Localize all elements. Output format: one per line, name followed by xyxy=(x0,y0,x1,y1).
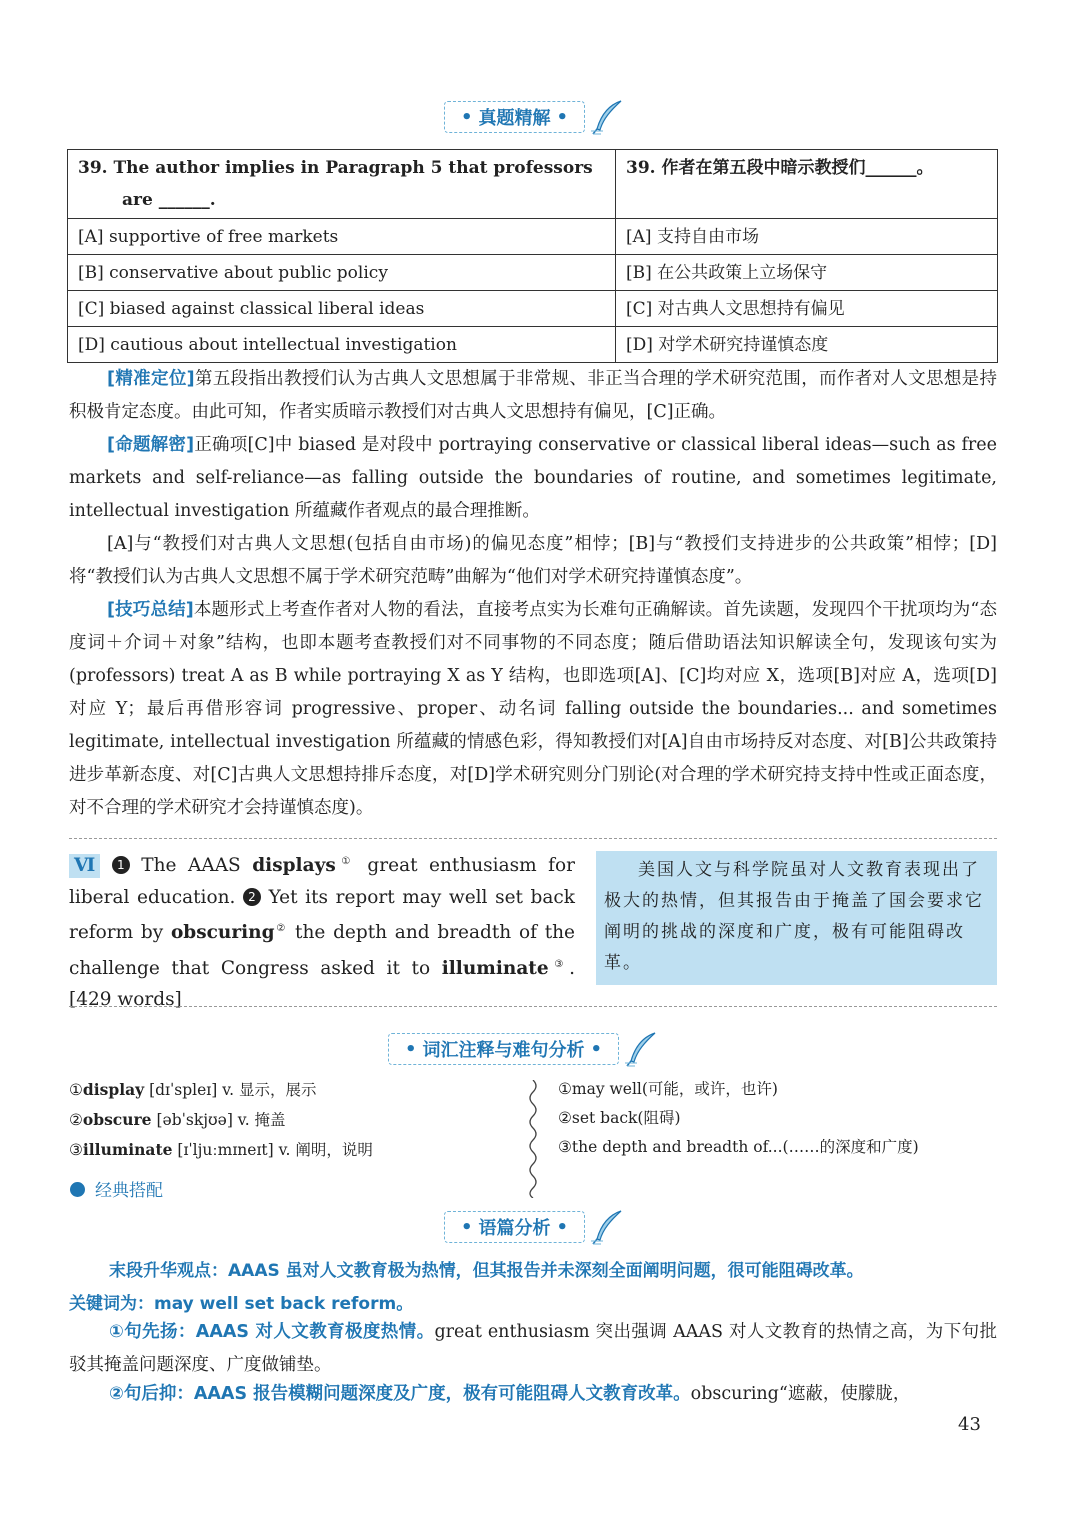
analysis-locate: [精准定位]第五段指出教授们认为古典人文思想属于非常规、非正当合理的学术研究范围，而作者对人文思想是持积极肯定态度。由此可知，作者实质暗示教授们对古典人文思想持有偏见，[C]正确。 xyxy=(69,369,998,422)
page-number: 43 xyxy=(958,1414,981,1435)
feather-pen-icon xyxy=(623,1031,659,1067)
option-a-en: [A] supportive of free markets xyxy=(68,219,616,255)
question-stem-en: 39. The author implies in Paragraph 5 that professors are ______. xyxy=(68,150,616,219)
discourse-sentence-2: ②句后抑：AAAS 报告模糊问题深度及广度，极有可能阻碍人文教育改革。obscuring“遮蔽，使朦胧， xyxy=(109,1384,911,1404)
section-header-cihui: • 词汇注释与难句分析 • xyxy=(388,1033,659,1065)
vocab-item: ②obscure [əbˈskjʊə] v. 掩盖 xyxy=(69,1110,286,1129)
analysis-skills: [技巧总结]本题形式上考查作者对人物的看法，直接考点实为长难句正确解读。首先读题，发现四个干扰项均为“态度词＋介词＋对象”结构，也即本题考查教授们对不同事物的不同态度；随后借助语法知识解读全句，发现该句实为(professors) treat A as B while portraying X as Y 结构，也即选项[A]、[C]均对应 X，选项[B]对应 A，选项[D]对应 Y；最后再借形容词 progressive、proper、动名词 falling outside the boundaries... and sometimes legitimate, intellectual investigation 所蕴藏的情感色彩，得知教授们对[A]自由市场持反对态度、对[B]公共政策持进步革新态度、对[C]古典人文思想持排斥态度，对[D]学术研究则分门别论(对合理的学术研究持支持中性或正面态度，对不合理的学术研究才会持谨慎态度)。 xyxy=(69,600,998,818)
phrase-item: ③the depth and breadth of...(……的深度和广度) xyxy=(558,1138,919,1156)
question-stem-zh: 39. 作者在第五段中暗示教授们______。 xyxy=(616,150,998,219)
divider xyxy=(69,838,997,839)
translation-box: 美国人文与科学院虽对人文教育表现出了极大的热情，但其报告由于掩盖了国会要求它阐明的挑战的深度和广度，极有可能阻碍改革。 xyxy=(596,851,997,985)
option-d-en: [D] cautious about intellectual investigation xyxy=(68,327,616,363)
passage-paragraph: Ⅵ 1 The AAAS displays① great enthusiasm for liberal education. 2 Yet its report may well set back reform by obscuring② the depth and breadth of the challenge that Congress asked it to illuminate③. [429 words] xyxy=(69,855,575,1011)
analysis-decode: [命题解密]正确项[C]中 biased 是对段中 portraying conservative or classical liberal ideas—such as free markets and self-reliance—as falling outside the boundaries of routine, and sometimes legitimate, intellectual investigation 所蕴藏作者观点的最合理推断。 xyxy=(69,435,997,521)
discourse-keywords: 关键词为：may well set back reform。 xyxy=(69,1294,414,1314)
option-a-zh: [A] 支持自由市场 xyxy=(616,219,998,255)
vocab-list xyxy=(69,1075,373,1165)
feather-pen-icon xyxy=(589,1209,625,1245)
paragraph-number: Ⅵ xyxy=(69,854,100,878)
phrase-list xyxy=(558,1075,919,1162)
sentence-number-2: 2 xyxy=(243,888,261,906)
phrase-item: ①may well(可能，或许，也许) xyxy=(558,1080,778,1098)
sentence-number-1: 1 xyxy=(112,856,130,874)
option-c-zh: [C] 对古典人文思想持有偏见 xyxy=(616,291,998,327)
question-table xyxy=(67,149,998,363)
classic-collocation-heading: 经典搭配 xyxy=(70,1176,163,1201)
divider xyxy=(69,1006,997,1007)
analysis-distractors: [A]与“教授们对古典人文思想(包括自由市场)的偏见态度”相悖；[B]与“教授们支持进步的公共政策”相悖；[D]将“教授们认为古典人文思想不属于学术研究范畴”曲解为“他们对学术研究持谨慎态度”。 xyxy=(69,534,997,587)
discourse-sentence-1: ①句先扬：AAAS 对人文教育极度热情。great enthusiasm 突出强调 AAAS 对人文教育的热情之高，为下句批驳其掩盖问题深度、广度做铺垫。 xyxy=(69,1322,997,1375)
section-title: 真题精解 xyxy=(478,108,551,129)
discourse-summary: 末段升华观点：AAAS 虽对人文教育极为热情，但其报告并未深刻全面阐明问题，很可能阻碍改革。 xyxy=(109,1261,864,1281)
option-b-zh: [B] 在公共政策上立场保守 xyxy=(616,255,998,291)
vocab-item: ③illuminate [ɪˈljuːmɪneɪt] v. 阐明，说明 xyxy=(69,1140,373,1159)
vocab-item: ①display [dɪˈspleɪ] v. 显示，展示 xyxy=(69,1080,317,1099)
option-b-en: [B] conservative about public policy xyxy=(68,255,616,291)
section-title: 语篇分析 xyxy=(478,1218,551,1239)
feather-pen-icon xyxy=(589,99,625,135)
section-title: 词汇注释与难句分析 xyxy=(422,1040,585,1061)
phrase-item: ②set back(阻碍) xyxy=(558,1109,681,1127)
section-header-zhenti: • 真题精解 • xyxy=(444,101,625,133)
section-header-yupian: • 语篇分析 • xyxy=(444,1211,625,1243)
option-c-en: [C] biased against classical liberal ideas xyxy=(68,291,616,327)
wavy-divider-icon xyxy=(527,1080,539,1198)
option-d-zh: [D] 对学术研究持谨慎态度 xyxy=(616,327,998,363)
bullet-icon xyxy=(70,1182,85,1197)
